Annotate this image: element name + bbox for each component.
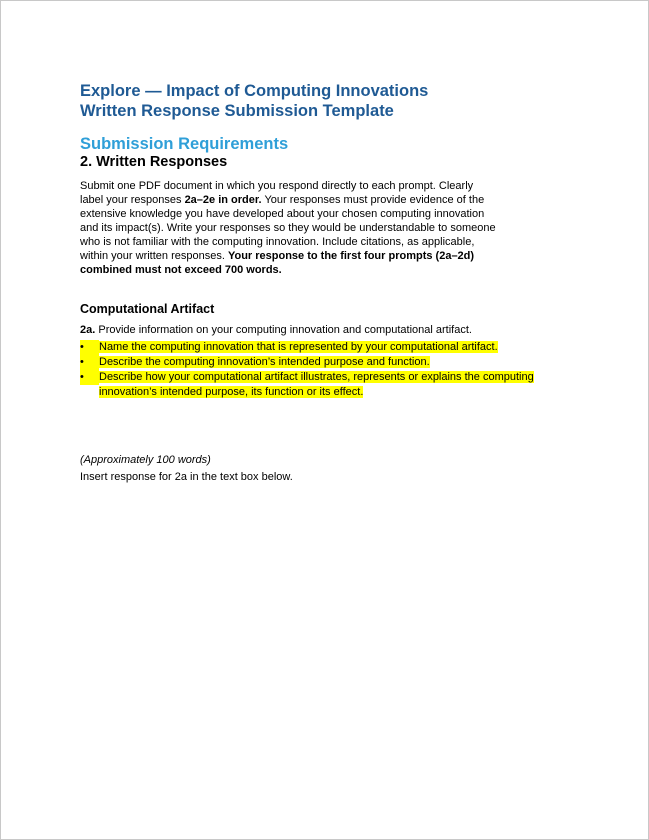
instructions-text: who is not familiar with the computing innovation. Include citations, as applicable, [80, 236, 475, 248]
submission-requirements-heading: Submission Requirements [80, 135, 289, 153]
bullet-text: Describe how your computational artifact illustrates, represents or explains the computing [99, 371, 534, 383]
instructions-bold-text: Your response to the first four prompts (2a–2d) [227, 250, 475, 262]
bullet-text: Name the computing innovation that is represented by your computational artifact. [99, 341, 498, 353]
bullet-text: Describe the computing innovation’s intended purpose and function. [99, 356, 430, 368]
instructions-text: extensive knowledge you have developed about your chosen computing innovation [80, 208, 485, 220]
instructions-line [80, 235, 530, 249]
prompt-bullet-item [80, 355, 570, 370]
instructions-line [80, 263, 530, 277]
document-title-line-2: Written Response Submission Template [80, 102, 394, 120]
instructions-text: within your written responses. [80, 250, 228, 262]
instructions-bold-text: combined must not exceed 700 words. [80, 264, 282, 276]
insert-response-instruction: Insert response for 2a in the text box below. [80, 471, 293, 483]
instructions-text: label your responses [80, 194, 185, 206]
written-responses-heading: 2. Written Responses [80, 154, 228, 170]
word-limit-note: (Approximately 100 words) [80, 454, 211, 466]
prompt-bullet-item [80, 340, 570, 355]
prompt-bullet-item [80, 370, 570, 400]
prompt-label: 2a. [80, 324, 96, 336]
instructions-line [80, 249, 530, 263]
instructions-line [80, 221, 530, 235]
bullet-icon: • [80, 355, 99, 370]
instructions-text: Your responses must provide evidence of the [261, 194, 485, 206]
bullet-text: innovation’s intended purpose, its function or its effect. [99, 386, 364, 398]
instructions-text: and its impact(s). Write your responses so they would be understandable to someone [80, 222, 496, 234]
instructions-bold-text: 2a–2e in order. [184, 194, 262, 206]
document-title-line-1: Explore — Impact of Computing Innovations [80, 82, 429, 100]
prompt-2a [80, 323, 472, 337]
instructions-line [80, 193, 530, 207]
instructions-text: Submit one PDF document in which you respond directly to each prompt. Clearly [80, 180, 474, 192]
instructions-line [80, 179, 530, 193]
prompt-bullet-list [80, 340, 570, 400]
bullet-icon: • [80, 370, 99, 385]
prompt-text: Provide information on your computing innovation and computational artifact. [95, 324, 472, 336]
bullet-icon: • [80, 340, 99, 355]
computational-artifact-heading: Computational Artifact [80, 302, 215, 316]
instructions-paragraph [80, 179, 530, 277]
instructions-line [80, 207, 530, 221]
